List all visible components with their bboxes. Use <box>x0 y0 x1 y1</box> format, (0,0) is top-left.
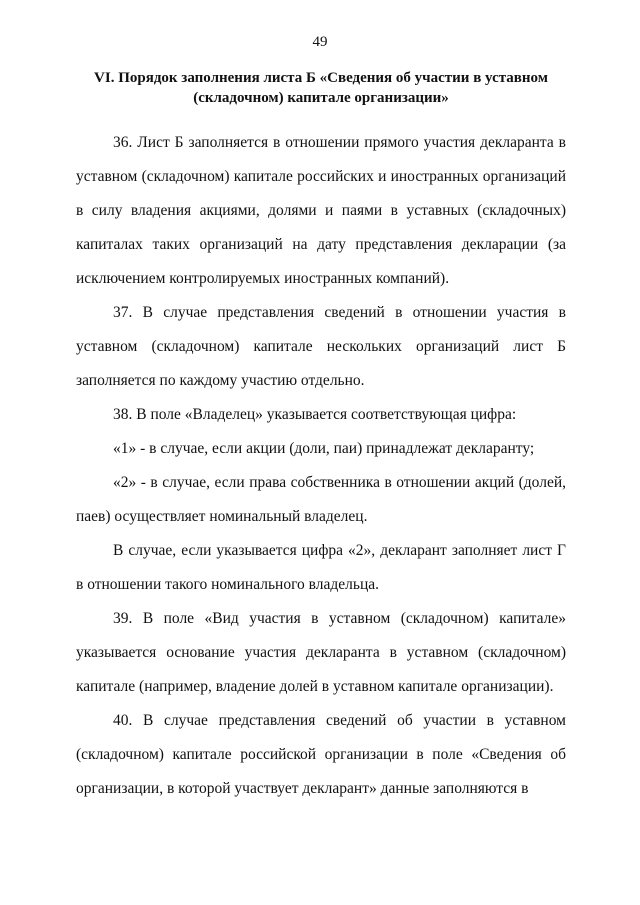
document-body <box>76 126 566 806</box>
paragraph-39: 39. В поле «Вид участия в уставном (складочном) капитале» указывается основание участия декларанта в уставном (складочном) капитале (например, владение долей в уставном капитале организации). <box>76 610 566 695</box>
section-heading <box>76 68 566 108</box>
section-heading-line-1: VI. Порядок заполнения листа Б «Сведения об участии в уставном <box>94 70 548 86</box>
paragraph-38: 38. В поле «Владелец» указывается соответствующая цифра: <box>113 406 517 423</box>
paragraph-38-option-2: «2» - в случае, если права собственника в отношении акций (долей, паев) осуществляет номинальный владелец. <box>76 474 566 525</box>
paragraph-36: 36. Лист Б заполняется в отношении прямого участия декларанта в уставном (складочном) капитале российских и иностранных организаций в силу владения акциями, долями и паями в уставных (складочных) капиталах таких организаций на дату представления декларации (за исключением контролируемых иностранных компаний). <box>76 134 566 287</box>
paragraph-40: 40. В случае представления сведений об участии в уставном (складочном) капитале российской организации в поле «Сведения об организации, в которой участвует декларант» данные заполняются в <box>76 712 566 797</box>
section-heading-line-2: (складочном) капитале организации» <box>193 90 449 106</box>
paragraph-37: 37. В случае представления сведений в отношении участия в уставном (складочном) капитале нескольких организаций лист Б заполняется по каждому участию отдельно. <box>76 304 566 389</box>
paragraph-38-note: В случае, если указывается цифра «2», декларант заполняет лист Г в отношении такого номинального владельца. <box>76 542 566 593</box>
page-number: 49 <box>312 34 328 50</box>
paragraph-38-option-1: «1» - в случае, если акции (доли, паи) принадлежат декларанту; <box>113 440 535 457</box>
